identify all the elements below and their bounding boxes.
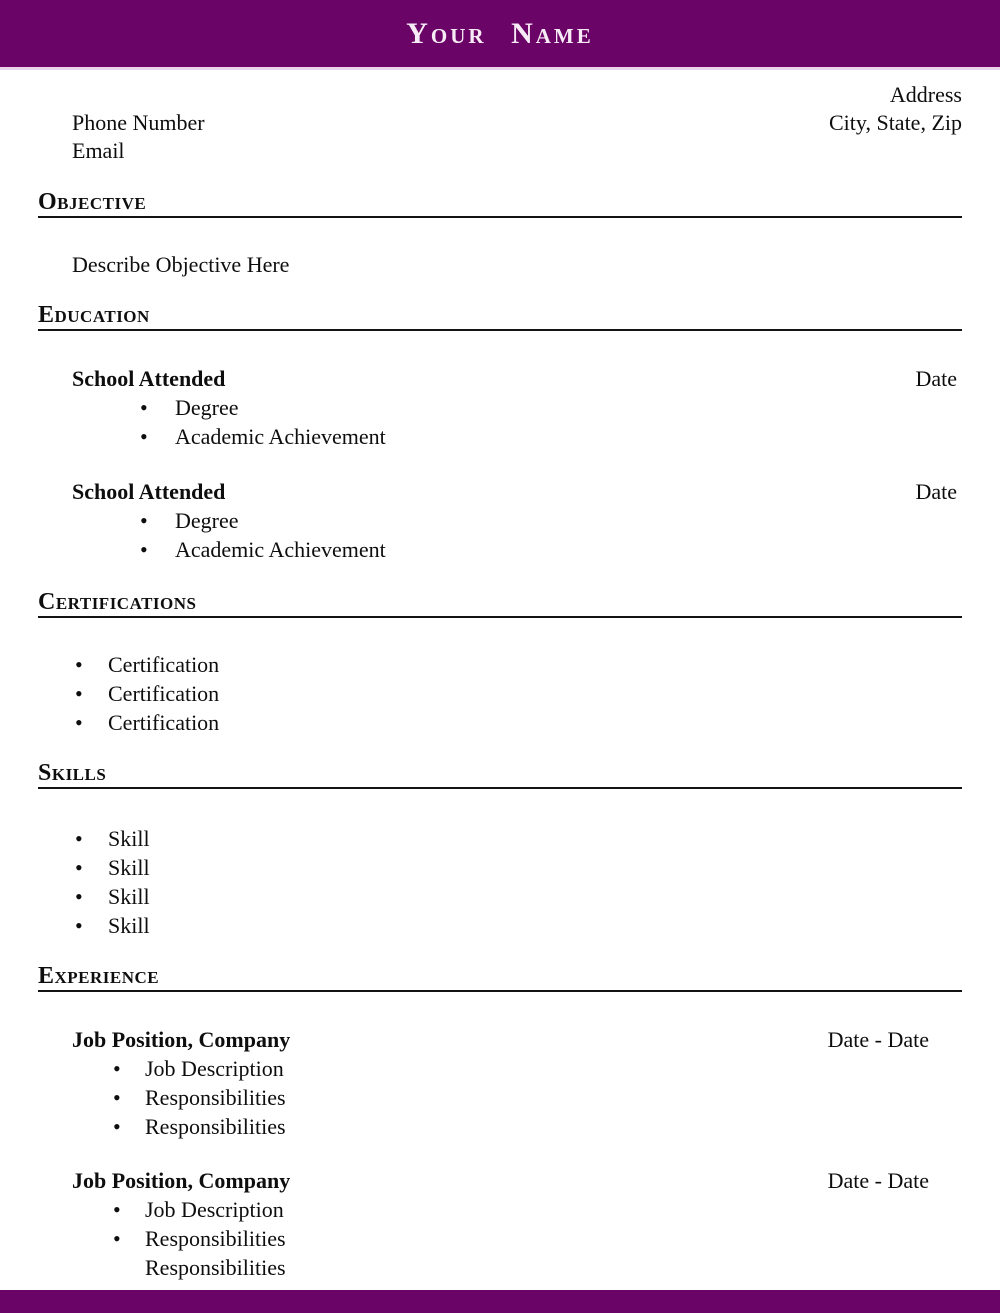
- bullet-icon: •: [113, 1056, 121, 1081]
- list-item: [0, 506, 1000, 535]
- list-item: [0, 853, 1000, 882]
- education-achievement: Academic Achievement: [175, 424, 386, 449]
- section-heading-skills: Skills: [38, 761, 962, 789]
- experience-date-range: Date - Date: [827, 1027, 929, 1052]
- section-experience: [0, 964, 1000, 1282]
- section-objective: [0, 190, 1000, 279]
- list-item: [0, 1112, 1000, 1141]
- contact-spacer: [38, 81, 72, 109]
- contact-phone: Phone Number: [72, 110, 205, 135]
- job-description: Job Description: [145, 1056, 284, 1081]
- bullet-icon: •: [140, 508, 148, 533]
- section-heading-objective: Objective: [38, 190, 962, 218]
- job-description: Job Description: [145, 1197, 284, 1222]
- experience-entry-header: [72, 1025, 962, 1054]
- experience-date-range: Date - Date: [827, 1168, 929, 1193]
- job-responsibility: Responsibilities: [145, 1114, 286, 1139]
- certification-item: Certification: [108, 710, 220, 735]
- job-responsibility-no-bullet: Responsibilities: [145, 1255, 286, 1280]
- bullet-icon: •: [113, 1197, 121, 1222]
- list-item: [0, 393, 1000, 422]
- education-date: Date: [915, 479, 957, 504]
- bullet-icon: •: [140, 395, 148, 420]
- list-item: [0, 911, 1000, 940]
- list-item: [0, 679, 1000, 708]
- skills-bullet-list: [0, 824, 1000, 940]
- list-item: [0, 422, 1000, 451]
- skill-item: Skill: [108, 913, 150, 938]
- education-bullet-list: [0, 393, 1000, 451]
- list-item: [0, 1054, 1000, 1083]
- section-certifications: [0, 590, 1000, 737]
- education-date: Date: [915, 366, 957, 391]
- bullet-icon: •: [75, 681, 83, 706]
- certifications-bullet-list: [0, 650, 1000, 737]
- education-achievement: Academic Achievement: [175, 537, 386, 562]
- school-name: School Attended: [72, 479, 226, 504]
- education-degree: Degree: [175, 395, 239, 420]
- section-education: [0, 303, 1000, 564]
- job-responsibility: Responsibilities: [145, 1226, 286, 1251]
- experience-bullet-list: [0, 1195, 1000, 1253]
- list-item: [0, 1224, 1000, 1253]
- bullet-icon: •: [75, 710, 83, 735]
- bullet-icon: •: [75, 884, 83, 909]
- contact-address: Address: [889, 82, 962, 107]
- section-heading-experience: Experience: [38, 964, 962, 992]
- section-heading-education: Education: [38, 303, 962, 331]
- school-name: School Attended: [72, 366, 226, 391]
- contact-email: Email: [72, 138, 125, 163]
- page-title: Your Name: [406, 16, 594, 50]
- list-item: [0, 824, 1000, 853]
- bullet-icon: •: [75, 913, 83, 938]
- contact-city-state-zip: City, State, Zip: [828, 110, 962, 135]
- list-item: [0, 708, 1000, 737]
- bullet-icon: •: [140, 537, 148, 562]
- section-heading-certifications: Certifications: [38, 590, 962, 618]
- skill-item: Skill: [108, 855, 150, 880]
- education-degree: Degree: [175, 508, 239, 533]
- bullet-icon: •: [75, 855, 83, 880]
- list-item: [0, 535, 1000, 564]
- certification-item: Certification: [108, 652, 220, 677]
- list-item: [0, 1195, 1000, 1224]
- education-bullet-list: [0, 506, 1000, 564]
- education-entry-header: [72, 477, 962, 506]
- bullet-icon: •: [140, 424, 148, 449]
- bullet-icon: •: [113, 1114, 121, 1139]
- bullet-icon: •: [113, 1226, 121, 1251]
- experience-entry-header: [72, 1166, 962, 1195]
- experience-bullet-list: [0, 1054, 1000, 1141]
- skill-item: Skill: [108, 826, 150, 851]
- education-entry-header: [72, 364, 962, 393]
- list-item: [0, 650, 1000, 679]
- bullet-icon: •: [75, 826, 83, 851]
- job-title: Job Position, Company: [72, 1168, 291, 1193]
- section-skills: [0, 761, 1000, 940]
- bullet-icon: •: [113, 1085, 121, 1110]
- skill-item: Skill: [108, 884, 150, 909]
- job-responsibility: Responsibilities: [145, 1085, 286, 1110]
- objective-text: Describe Objective Here: [72, 252, 290, 277]
- header-bar: [0, 0, 1000, 70]
- certification-item: Certification: [108, 681, 220, 706]
- contact-block: [0, 81, 1000, 165]
- contact-row: [0, 109, 1000, 137]
- footer-bar: [0, 1290, 1000, 1313]
- list-item: [0, 882, 1000, 911]
- contact-row: [0, 137, 1000, 165]
- contact-row: [0, 81, 1000, 109]
- bullet-icon: •: [75, 652, 83, 677]
- list-item: [0, 1083, 1000, 1112]
- job-title: Job Position, Company: [72, 1027, 291, 1052]
